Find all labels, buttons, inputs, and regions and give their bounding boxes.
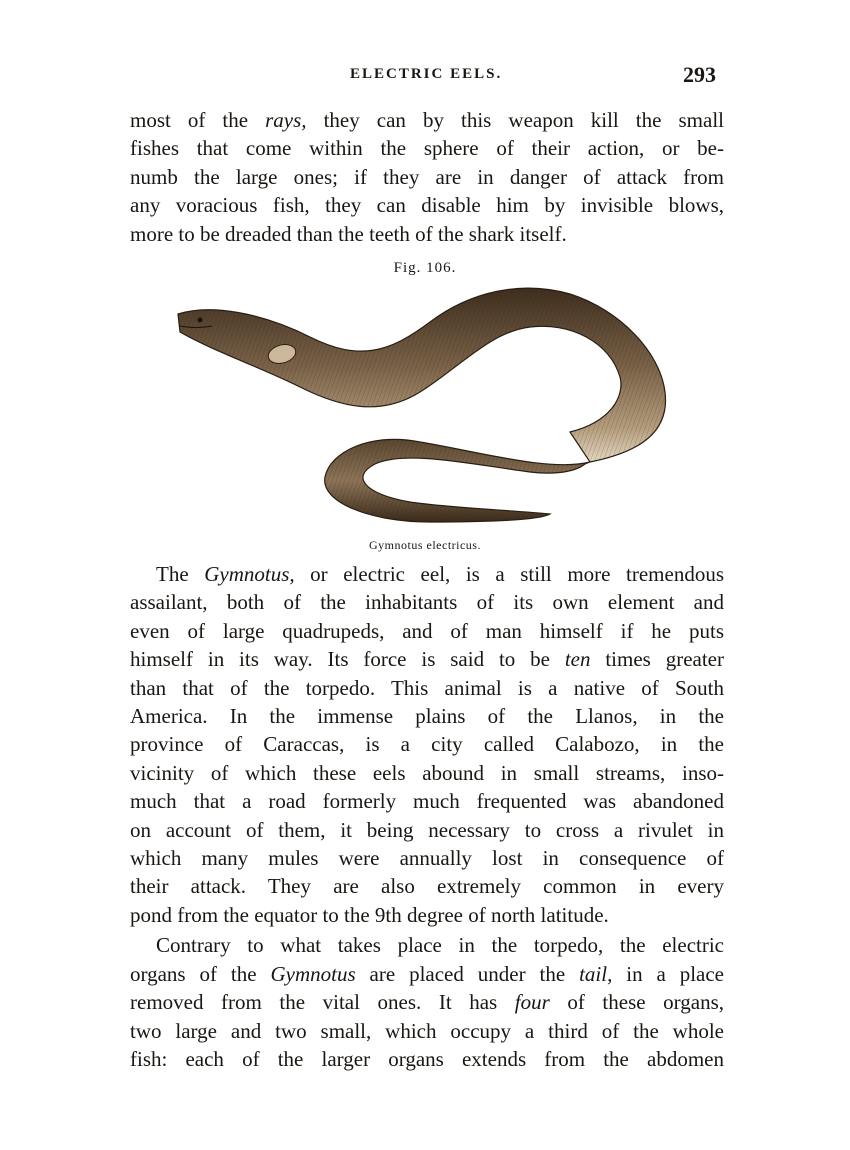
text-line: much that a road formerly much frequented was abandoned [130,789,724,814]
italic-text: Gymnotus, [204,562,295,586]
italic-text: ten [564,647,591,672]
text-line: more to be dreaded than the teeth of the shark itself. [130,221,567,246]
text-line: Contrary to what takes place in the torpedo, the electric [156,933,724,958]
text-line [130,560,724,588]
running-title: ELECTRIC EELS. [350,66,503,82]
text-line: any voracious fish, they can disable him by invisible blows, [130,193,724,218]
text-line: their attack. They are also extremely common in every [130,874,724,899]
text-line: assailant, both of the inhabitants of its own element and [130,590,724,615]
text-line: fish: each of the larger organs extends from the abdomen [130,1046,724,1071]
text-run: times greater [590,647,724,672]
text-line: on account of them, it being necessary to cross a rivulet in [130,817,724,842]
body-text [130,560,724,1073]
italic-text: four [514,990,550,1015]
text-line: America. In the immense plains of the Llanos, in the [130,704,724,729]
paragraph-electric-organs [130,931,724,1073]
text-run: himself in its way. Its force is said to be [130,647,565,672]
figure-label: Fig. 106. [393,260,457,276]
eel-eye [198,318,203,323]
text-run: organs of the [130,961,271,986]
italic-text: tail, [579,961,613,986]
eel-illustration [170,282,670,532]
text-line [130,645,724,673]
text-line: numb the large ones; if they are in danger of attack from [130,164,724,189]
eel-drawing [170,282,670,532]
text-line: even of large quadrupeds, and of man himself if he puts [130,618,724,643]
text-run: removed from the vital ones. It has [130,990,515,1015]
text-run: The [156,562,205,586]
paragraph-continued [130,106,724,248]
text-line: vicinity of which these eels abound in small streams, inso- [130,760,724,785]
text-line: fishes that come within the sphere of their action, or be- [130,136,724,161]
italic-text: Gymnotus [270,961,356,986]
text-run: or electric eel, is a still more tremendous [294,562,724,586]
figure-caption: Gymnotus electricus. [369,538,481,552]
text-run: of these organs, [549,990,725,1015]
text-line: two large and two small, which occupy a third of the whole [130,1018,724,1043]
running-head [130,62,720,92]
eel-shading [178,288,666,462]
text-run: are placed under the [355,961,580,986]
text-line: pond from the equator to the 9th degree of north latitude. [130,902,609,927]
page-number: 293 [683,62,716,87]
paragraph-gymnotus [130,560,724,929]
italic-text: rays, [265,108,307,132]
text-line: province of Caraccas, is a city called Calabozo, in the [130,732,724,757]
text-line [130,988,724,1016]
eel-coil-shading [325,439,590,522]
text-run: in a place [612,961,724,986]
text-line: than that of the torpedo. This animal is a native of South [130,675,724,700]
text-line [130,960,724,988]
text-run: most of the [130,108,266,132]
text-run: they can by this weapon kill the small [306,108,724,132]
text-line: which many mules were annually lost in consequence of [130,846,724,871]
text-line [130,106,724,134]
